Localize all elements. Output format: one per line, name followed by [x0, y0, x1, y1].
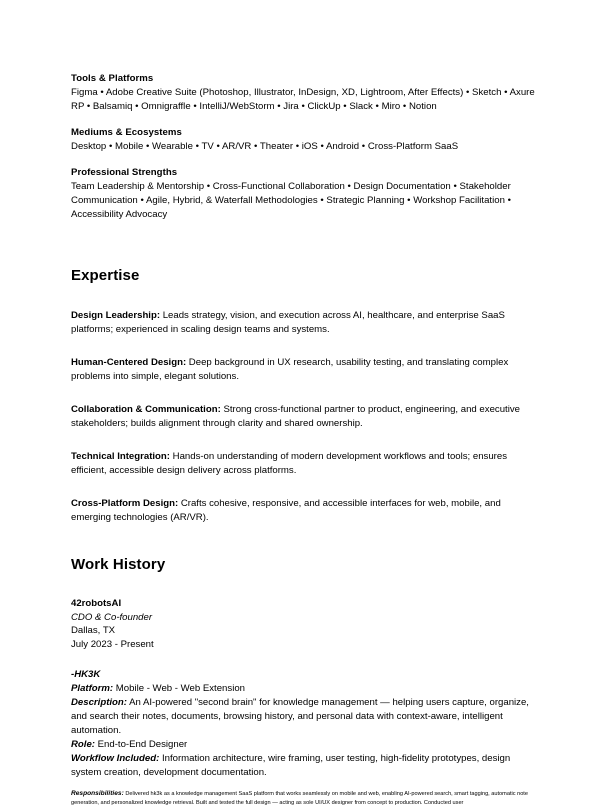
project-workflow-label: Workflow Included:	[71, 753, 160, 764]
project-workflow-value: Information architecture, wire framing, user testing, high-fidelity prototypes, design system creation, development documentation.	[71, 753, 511, 778]
job-dates: July 2023 - Present	[71, 638, 154, 650]
expertise-item	[71, 309, 541, 337]
project-platform-value: Mobile - Web - Web Extension	[113, 683, 245, 694]
expertise-item	[71, 356, 541, 384]
expertise-description: Crafts cohesive, responsive, and accessible interfaces for web, mobile, and emerging technologies (AR/VR).	[71, 498, 501, 523]
skill-group	[71, 72, 541, 114]
skill-group-label: Tools & Platforms	[71, 73, 154, 84]
work-history-section	[71, 556, 541, 807]
skill-group-label: Mediums & Ecosystems	[71, 127, 182, 138]
project-responsibilities	[71, 790, 541, 807]
project-platform-label: Platform:	[71, 683, 114, 694]
expertise-list	[71, 309, 541, 525]
job-role: CDO & Co-founder	[71, 611, 153, 623]
project-responsibilities-label: Responsibilities:	[71, 790, 124, 797]
expertise-heading: Expertise	[71, 267, 140, 284]
project-description-label: Description:	[71, 697, 127, 708]
expertise-term: Cross-Platform Design:	[71, 498, 179, 509]
expertise-term: Collaboration & Communication:	[71, 404, 221, 415]
project-role-value: End-to-End Designer	[94, 739, 188, 750]
expertise-term: Human-Centered Design:	[71, 357, 187, 368]
expertise-description: Leads strategy, vision, and execution across AI, healthcare, and enterprise SaaS platforms; experienced in scaling design teams and systems.	[71, 310, 505, 335]
expertise-item	[71, 450, 541, 478]
project-description-value: An AI-powered "second brain" for knowledge management — helping users capture, organize, and search their notes, documents, browsing history, and personal data with context-aware, intelligent automation.	[71, 697, 529, 736]
job-company: 42robotsAI	[71, 598, 122, 609]
job-location: Dallas, TX	[71, 625, 116, 636]
expertise-description: Deep background in UX research, usability testing, and translating complex problems into simple, elegant solutions.	[71, 357, 509, 382]
project-role-label: Role:	[71, 739, 95, 750]
project-entry	[71, 668, 541, 807]
expertise-description: Strong cross-functional partner to product, engineering, and executive stakeholders; builds alignment through clarity and shared ownership.	[71, 404, 520, 429]
project-description	[71, 696, 541, 738]
skill-group-body: Team Leadership & Mentorship • Cross-Functional Collaboration • Design Documentation • Stakeholder Communication • Agile, Hybrid, & Waterfall Methodologies • Strategic Planning • Workshop Facilitation • Accessibility Advocacy	[71, 181, 511, 220]
expertise-item	[71, 403, 541, 431]
project-workflow	[71, 752, 541, 780]
project-platform	[71, 682, 541, 696]
job-entry	[71, 597, 541, 807]
expertise-term: Technical Integration:	[71, 451, 170, 462]
expertise-term: Design Leadership:	[71, 310, 161, 321]
expertise-section	[71, 267, 541, 525]
skill-group	[71, 126, 541, 154]
expertise-description: Hands-on understanding of modern development workflows and tools; ensures efficient, accessible design delivery across platforms.	[71, 451, 508, 476]
skill-group-label: Professional Strengths	[71, 167, 178, 178]
work-history-heading: Work History	[71, 556, 166, 573]
skills-section	[71, 72, 541, 222]
project-name: -HK3K	[71, 669, 101, 680]
project-responsibilities-value: Delivered hk3k as a knowledge management SaaS platform that works seamlessly on mobile and web, enabling AI-powered search, smart tagging, automatic note generation, and personalized knowledge retrieval. Built and tested the full design — acting as sole UI/UX designer from concept to production. Conducted user	[71, 791, 528, 806]
skill-group-body: Desktop • Mobile • Wearable • TV • AR/VR • Theater • iOS • Android • Cross-Platform SaaS	[71, 141, 459, 152]
project-role	[71, 738, 541, 752]
expertise-item	[71, 497, 541, 525]
skill-group	[71, 166, 541, 222]
skill-group-body: Figma • Adobe Creative Suite (Photoshop, Illustrator, InDesign, XD, Lightroom, After Effects) • Sketch • Axure RP • Balsamiq • Omnigraffle • IntelliJ/WebStorm • Jira • ClickUp • Slack • Miro • Notion	[71, 87, 535, 112]
